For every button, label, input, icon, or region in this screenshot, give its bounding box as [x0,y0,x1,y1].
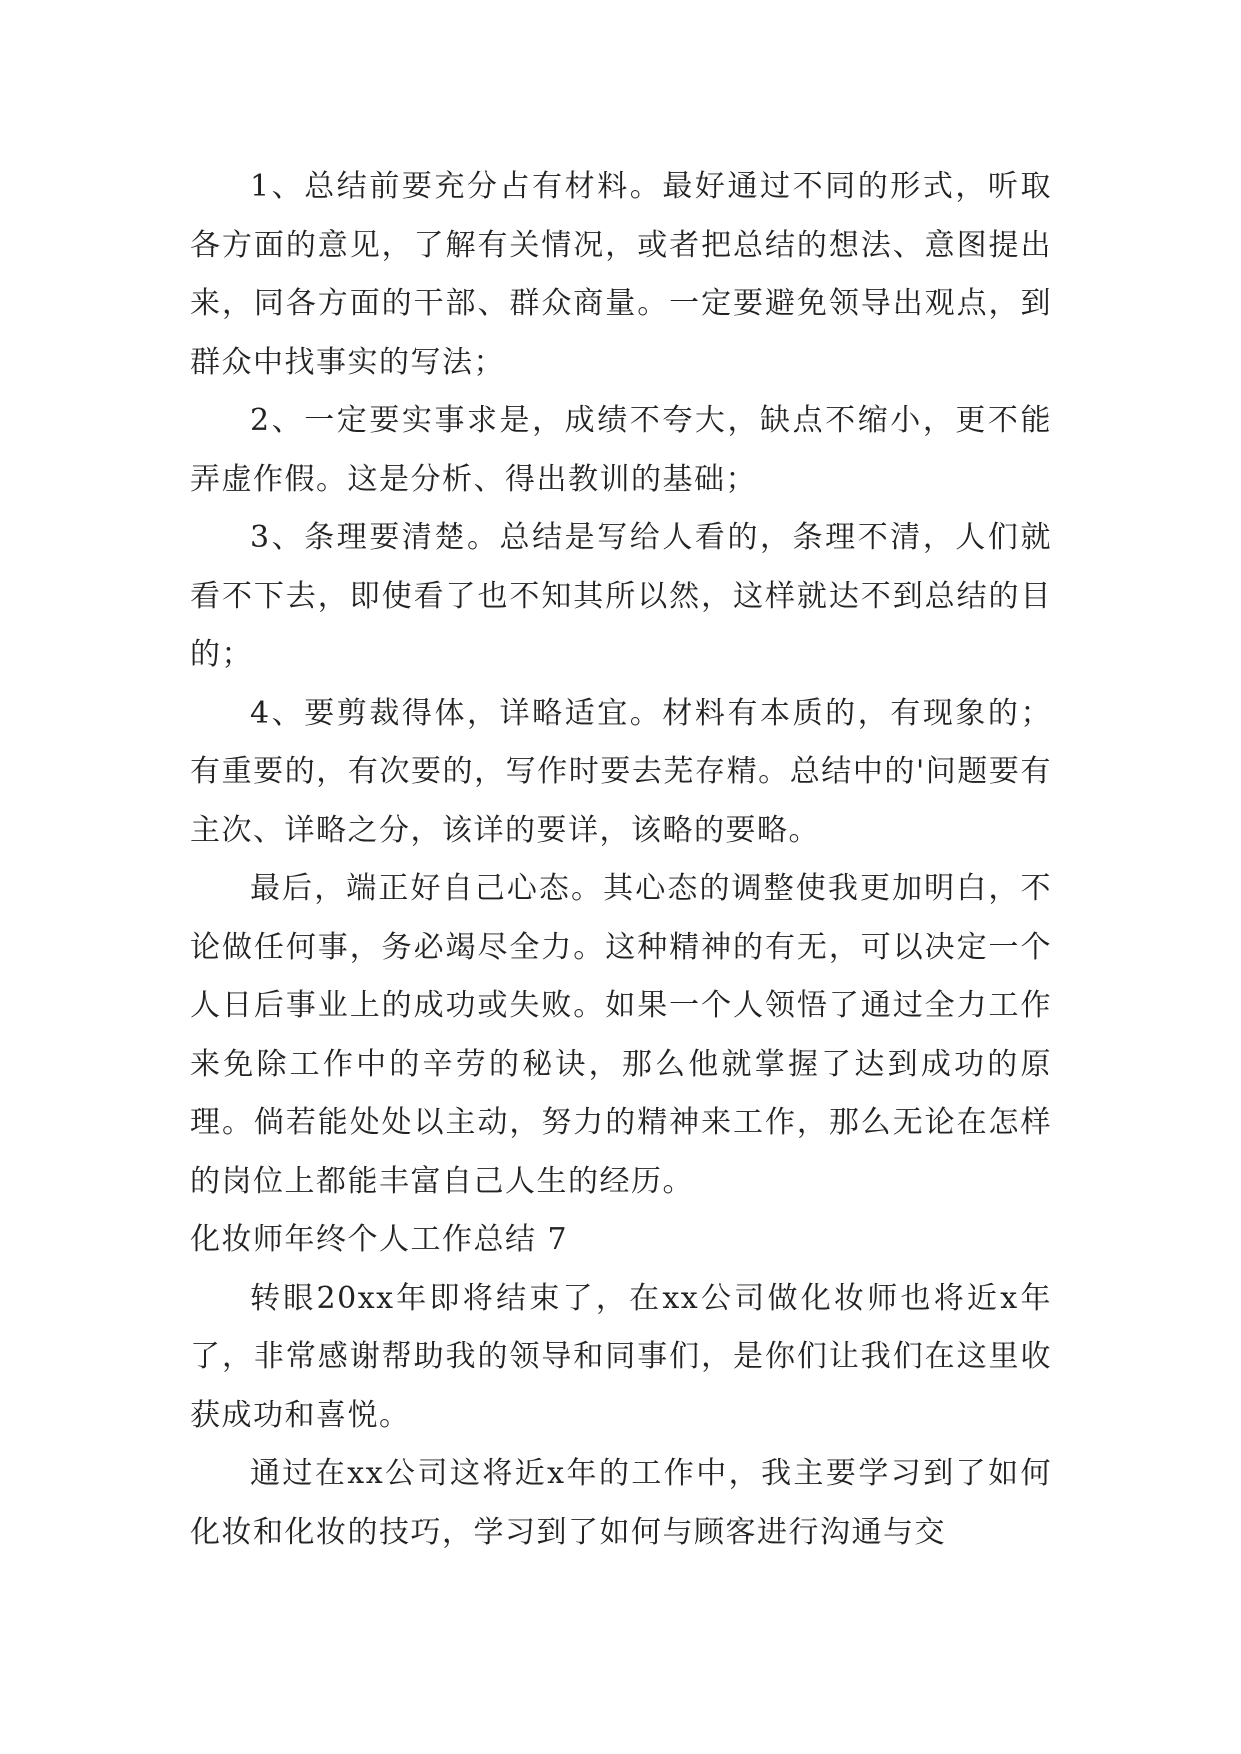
section-heading: 化妆师年终个人工作总结 7 [190,1222,569,1257]
paragraph-point-2: 2、一定要实事求是，成绩不夸大，缺点不缩小，更不能弄虚作假。这是分析、得出教训的基础； [190,403,1052,497]
document-body [190,158,1052,1562]
paragraph-learning: 通过在xx公司这将近x年的工作中，我主要学习到了如何化妆和化妆的技巧，学习到了如何与顾客进行沟通与交 [190,1456,1052,1550]
paragraph-point-1: 1、总结前要充分占有材料。最好通过不同的形式，听取各方面的意见，了解有关情况，或者把总结的想法、意图提出来，同各方面的干部、群众商量。一定要避免领导出观点，到群众中找事实的写法； [190,169,1052,380]
paragraph-point-3: 3、条理要清楚。总结是写给人看的，条理不清，人们就看不下去，即使看了也不知其所以然，这样就达不到总结的目的； [190,520,1052,672]
paragraph-point-4: 4、要剪裁得体，详略适宜。材料有本质的，有现象的；有重要的，有次要的，写作时要去芜存精。总结中的'问题要有主次、详略之分，该详的要详，该略的要略。 [190,695,1052,848]
paragraph-intro: 转眼20xx年即将结束了，在xx公司做化妆师也将近x年了，非常感谢帮助我的领导和同事们，是你们让我们在这里收获成功和喜悦。 [190,1280,1052,1433]
paragraph-conclusion: 最后，端正好自己心态。其心态的调整使我更加明白，不论做任何事，务必竭尽全力。这种精神的有无，可以决定一个人日后事业上的成功或失败。如果一个人领悟了通过全力工作来免除工作中的辛劳的秘诀，那么他就掌握了达到成功的原理。倘若能处处以主动，努力的精神来工作，那么无论在怎样的岗位上都能丰富自己人生的经历。 [190,871,1052,1199]
